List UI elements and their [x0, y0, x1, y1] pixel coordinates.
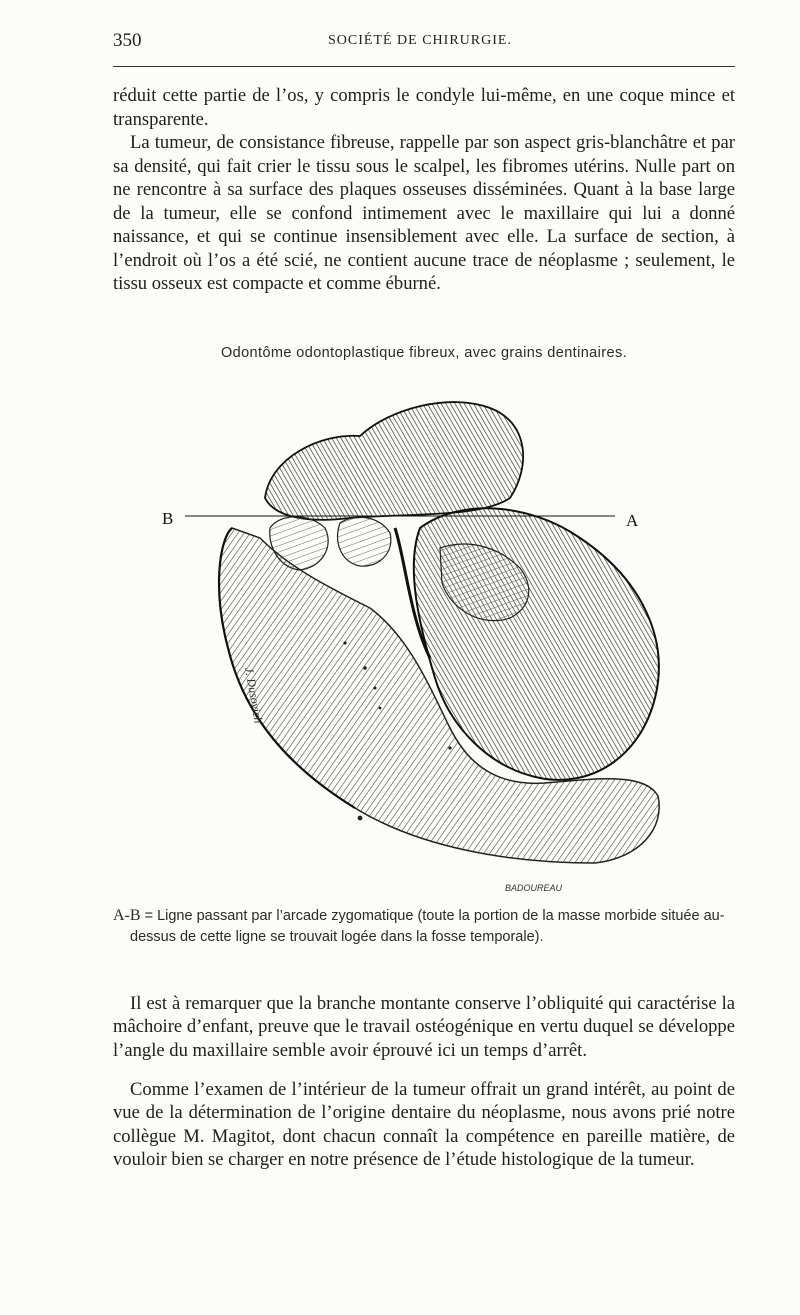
label-b: B [162, 509, 174, 528]
paragraph-3: Il est à remarquer que la branche montante conserve l’obliquité qui caractérise la mâchoire d’enfant, preuve que le travail ostéogénique en vertu duquel se développe l’angle du maxillaire semble avoir éprouvé ici un temps d’arrêt. [113, 993, 735, 1061]
figure-illustration [150, 388, 690, 898]
caption-lead: A-B [113, 907, 141, 924]
label-a: A [626, 511, 639, 530]
artist-signature: J. Dusovich [242, 666, 266, 725]
tumour-upper-lobe [265, 402, 523, 520]
figure-caption [113, 905, 735, 948]
page-header [113, 30, 735, 54]
paragraph-1: réduit cette partie de l’os, y compris le condyle lui-même, en une coque mince et transparente. [113, 85, 735, 130]
engraver-signature: BADOUREAU [505, 883, 563, 893]
paragraph-4: Comme l’examen de l’intérieur de la tumeur offrait un grand intérêt, au point de vue de la détermination de l’origine dentaire du néoplasme, nous avons prié notre collègue M. Magitot, dont chacun connaît la compétence en pareille matière, de vouloir bien se charger en notre présence de l’étude histologique de la tumeur. [113, 1079, 735, 1170]
paragraph-2: La tumeur, de consistance fibreuse, rappelle par son aspect gris-blanchâtre et par sa densité, qui fait crier le tissu sous le scalpel, les fibromes utérins. Nulle part on ne rencontre à sa surface des plaques osseuses disséminées. Quant à la base large de la tumeur, elle se confond intimement avec le maxillaire qui lui a donné naissance, et qui se continue insensiblement avec elle. La surface de section, à l’endroit où l’os a été scié, ne contient aucune trace de néoplasme ; seulement, le tissu osseux est compacte et comme éburné. [113, 132, 735, 294]
caption-text: = Ligne passant par l’arcade zygomatique (toute la portion de la masse morbide située au-dessus de cette ligne se trouvait logée dans la fosse temporale). [130, 908, 725, 945]
page-number: 350 [113, 30, 142, 51]
running-head: SOCIÉTÉ DE CHIRURGIE. [328, 33, 512, 48]
figure-title: Odontôme odontoplastique fibreux, avec grains dentinaires. [220, 345, 628, 361]
header-rule [113, 66, 735, 67]
